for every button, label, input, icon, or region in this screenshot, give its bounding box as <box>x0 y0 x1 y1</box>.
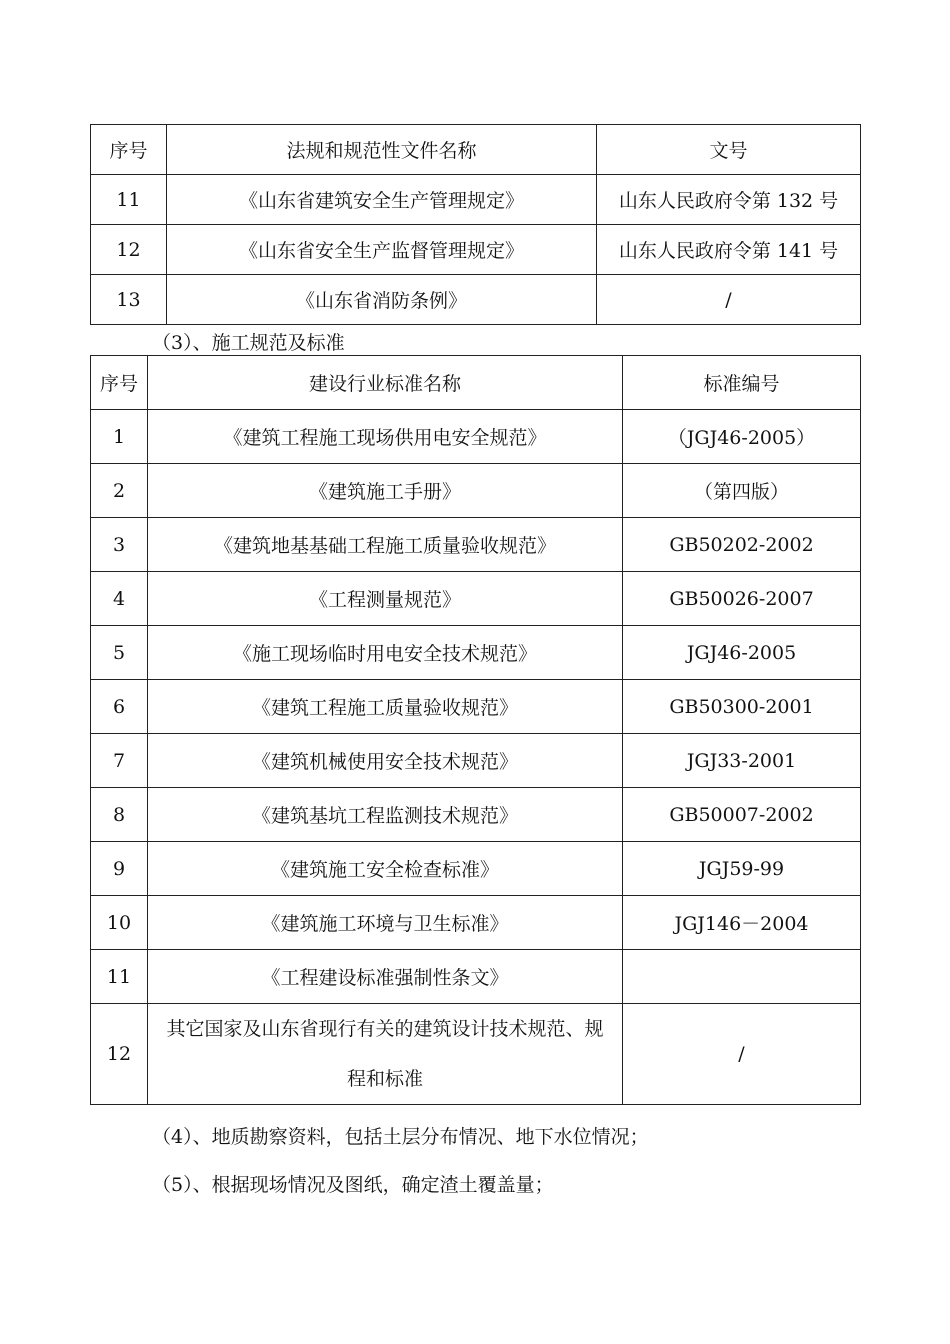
row-number: 2 <box>91 464 148 518</box>
standard-name: 《工程测量规范》 <box>148 572 623 626</box>
section-3-heading: （3）、施工规范及标准 <box>152 332 345 354</box>
row-number: 4 <box>91 572 148 626</box>
standard-code: （JGJ46-2005） <box>623 410 861 464</box>
standard-name: 《建筑机械使用安全技术规范》 <box>148 734 623 788</box>
standard-code <box>623 950 861 1004</box>
table-row <box>91 225 861 275</box>
document-number: 山东人民政府令第 141 号 <box>597 225 861 275</box>
header-cell: 标准编号 <box>623 356 861 410</box>
standard-name: 《建筑工程施工现场供用电安全规范》 <box>148 410 623 464</box>
row-number: 6 <box>91 680 148 734</box>
table-row <box>91 896 861 950</box>
table-header-row <box>91 125 861 175</box>
standard-name: 《建筑施工安全检查标准》 <box>148 842 623 896</box>
regulation-name: 《山东省消防条例》 <box>167 275 597 325</box>
row-number: 1 <box>91 410 148 464</box>
row-number: 8 <box>91 788 148 842</box>
regulations-table <box>90 124 861 325</box>
standard-name: 《建筑地基基础工程施工质量验收规范》 <box>148 518 623 572</box>
standard-name: 《建筑工程施工质量验收规范》 <box>148 680 623 734</box>
standard-name: 《建筑施工环境与卫生标准》 <box>148 896 623 950</box>
table-row <box>91 734 861 788</box>
row-number: 10 <box>91 896 148 950</box>
section-5-text: （5）、根据现场情况及图纸，确定渣土覆盖量； <box>152 1174 554 1196</box>
standard-name: 《施工现场临时用电安全技术规范》 <box>148 626 623 680</box>
standard-code: GB50300-2001 <box>623 680 861 734</box>
standard-code: GB50026-2007 <box>623 572 861 626</box>
regulation-name: 《山东省建筑安全生产管理规定》 <box>167 175 597 225</box>
row-number: 12 <box>91 225 167 275</box>
row-number: 3 <box>91 518 148 572</box>
table-row <box>91 410 861 464</box>
row-number: 11 <box>91 175 167 225</box>
table-row <box>91 464 861 518</box>
table-row <box>91 518 861 572</box>
table-row <box>91 788 861 842</box>
document-number: 山东人民政府令第 132 号 <box>597 175 861 225</box>
table-header-row <box>91 356 861 410</box>
row-number: 5 <box>91 626 148 680</box>
header-cell: 文号 <box>597 125 861 175</box>
standard-name: 其它国家及山东省现行有关的建筑设计技术规范、规程和标准 <box>148 1004 623 1105</box>
standard-code: GB50007-2002 <box>623 788 861 842</box>
table-row <box>91 1004 861 1105</box>
standard-code: JGJ33-2001 <box>623 734 861 788</box>
regulation-name: 《山东省安全生产监督管理规定》 <box>167 225 597 275</box>
table-row <box>91 175 861 225</box>
standard-code: JGJ146－2004 <box>623 896 861 950</box>
table-row <box>91 680 861 734</box>
header-cell: 序号 <box>91 125 167 175</box>
row-number: 12 <box>91 1004 148 1105</box>
standard-code: （第四版） <box>623 464 861 518</box>
row-number: 11 <box>91 950 148 1004</box>
row-number: 7 <box>91 734 148 788</box>
header-cell: 法规和规范性文件名称 <box>167 125 597 175</box>
table-row <box>91 572 861 626</box>
standard-name: 《建筑施工手册》 <box>148 464 623 518</box>
standard-code: GB50202-2002 <box>623 518 861 572</box>
row-number: 13 <box>91 275 167 325</box>
standard-code: JGJ59-99 <box>623 842 861 896</box>
header-cell: 建设行业标准名称 <box>148 356 623 410</box>
row-number: 9 <box>91 842 148 896</box>
table-row <box>91 842 861 896</box>
standard-code: JGJ46-2005 <box>623 626 861 680</box>
section-4-text: （4）、地质勘察资料，包括土层分布情况、地下水位情况； <box>152 1126 649 1148</box>
table-row <box>91 275 861 325</box>
header-cell: 序号 <box>91 356 148 410</box>
document-number: / <box>597 275 861 325</box>
standard-name: 《建筑基坑工程监测技术规范》 <box>148 788 623 842</box>
table-row <box>91 626 861 680</box>
standard-name: 《工程建设标准强制性条文》 <box>148 950 623 1004</box>
table-row <box>91 950 861 1004</box>
standards-table <box>90 355 861 1105</box>
standard-code: / <box>623 1004 861 1105</box>
